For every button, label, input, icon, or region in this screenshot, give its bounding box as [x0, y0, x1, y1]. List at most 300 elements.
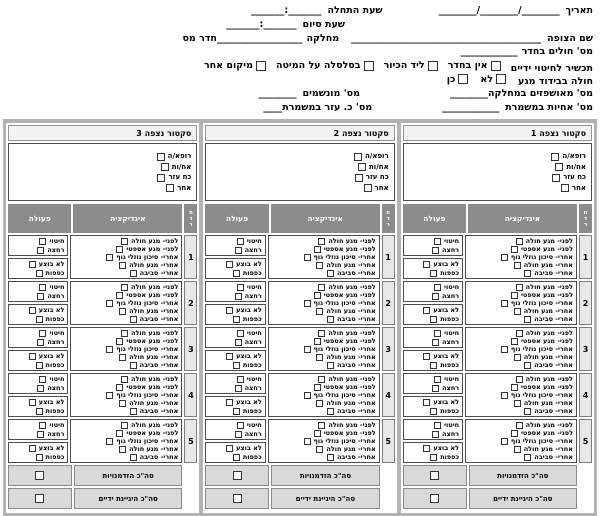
indication-label: לפני- מגע חולה — [328, 283, 376, 292]
profession-label: רופא/ה — [167, 152, 192, 161]
indication-checkbox[interactable] — [511, 246, 518, 253]
header-line-sanitizer — [7, 60, 593, 74]
observer-name-label: שם הצופה — [547, 32, 593, 44]
indication-label: לפני- מגע חולה — [525, 237, 573, 246]
indication-checkbox[interactable] — [121, 284, 128, 291]
action-option — [407, 269, 459, 278]
room-header-char: ד — [386, 215, 390, 222]
indication-checkbox[interactable] — [524, 362, 531, 369]
indication-checkbox[interactable] — [524, 316, 531, 323]
indication-checkbox[interactable] — [514, 262, 521, 269]
action-checkbox[interactable] — [233, 408, 240, 415]
action-checkbox[interactable] — [233, 270, 240, 277]
action-checkbox[interactable] — [37, 339, 44, 346]
action-primary-box — [8, 373, 68, 394]
action-checkbox[interactable] — [36, 270, 43, 277]
profession-checkbox[interactable] — [157, 153, 165, 161]
action-checkbox[interactable] — [36, 362, 43, 369]
action-checkbox[interactable] — [226, 307, 233, 314]
indication-checkbox[interactable] — [524, 270, 531, 277]
action-option — [209, 421, 261, 430]
indication-label: לפני- מגע אספטי — [323, 383, 376, 392]
indication-checkbox[interactable] — [106, 346, 113, 353]
indication-label: אחרי- סביבה — [336, 269, 376, 278]
room-column-header — [184, 204, 197, 233]
action-checkbox[interactable] — [233, 362, 240, 369]
indication-cell — [70, 419, 182, 463]
room-number-cell: 1 — [382, 235, 395, 279]
indication-label: אחרי- סביבה — [336, 407, 376, 416]
action-option — [209, 315, 261, 324]
indication-label: אחרי- מגע חולה — [523, 307, 573, 316]
profession-checkbox[interactable] — [161, 163, 169, 171]
summary-label: סה"כ הזדמנויות — [469, 465, 577, 486]
indication-checkbox[interactable] — [130, 454, 137, 461]
action-checkbox[interactable] — [237, 422, 244, 429]
action-checkbox[interactable] — [237, 376, 244, 383]
indication-checkbox[interactable] — [130, 316, 137, 323]
profession-checkbox[interactable] — [364, 184, 372, 192]
indication-checkbox[interactable] — [501, 392, 508, 399]
action-option — [407, 329, 459, 338]
indication-label: לפני- מגע חולה — [131, 375, 179, 384]
indication-checkbox[interactable] — [516, 422, 523, 429]
patients-in-room-field[interactable]: ____________ — [460, 46, 518, 58]
action-option — [12, 453, 64, 462]
summary-checkbox[interactable] — [233, 494, 242, 503]
profession-checkbox[interactable] — [355, 174, 363, 182]
indication-checkbox[interactable] — [514, 446, 521, 453]
action-option — [407, 430, 459, 439]
action-checkbox[interactable] — [237, 330, 244, 337]
indication-checkbox[interactable] — [511, 430, 518, 437]
indication-label: אחרי- מגע חולה — [326, 261, 376, 270]
action-checkbox[interactable] — [233, 316, 240, 323]
indication-checkbox[interactable] — [121, 422, 128, 429]
indication-checkbox[interactable] — [314, 246, 321, 253]
action-label: לא בוצע — [236, 306, 262, 315]
indication-label: לפני- מגע חולה — [525, 329, 573, 338]
indication-checkbox[interactable] — [304, 254, 311, 261]
action-checkbox[interactable] — [39, 330, 46, 337]
action-option — [209, 407, 261, 416]
action-option — [12, 375, 64, 384]
indication-checkbox[interactable] — [121, 376, 128, 383]
indication-cell — [465, 281, 577, 325]
indication-checkbox[interactable] — [327, 408, 334, 415]
indication-label: אחרי- סיכון נוזלי גוף — [510, 299, 573, 308]
action-secondary-box — [8, 396, 68, 417]
action-primary-box — [8, 281, 68, 302]
indication-checkbox[interactable] — [327, 454, 334, 461]
sanitizer-option-checkbox[interactable] — [491, 61, 501, 71]
action-checkbox[interactable] — [430, 316, 437, 323]
profession-checkbox[interactable] — [166, 184, 174, 192]
indication-checkbox[interactable] — [524, 454, 531, 461]
action-checkbox[interactable] — [432, 339, 439, 346]
action-primary-box — [205, 281, 265, 302]
indication-label: לפני- מגע אספטי — [126, 337, 179, 346]
indication-checkbox[interactable] — [304, 438, 311, 445]
indication-checkbox[interactable] — [304, 346, 311, 353]
summary-checkbox[interactable] — [233, 471, 242, 480]
aides-on-shift-label: מס' כ. עזר במשמרת — [282, 101, 373, 113]
sanitizer-option-checkbox[interactable] — [256, 61, 266, 71]
indication-label: לפני- מגע אספטי — [126, 383, 179, 392]
observation-row — [403, 235, 592, 279]
action-label: לא בוצע — [38, 444, 65, 453]
indication-checkbox[interactable] — [516, 284, 523, 291]
isolation-no-checkbox[interactable] — [496, 74, 506, 84]
indication-checkbox[interactable] — [116, 292, 123, 299]
indication-cell — [465, 373, 577, 417]
indication-checkbox[interactable] — [316, 262, 323, 269]
indication-column-header: אינדיקציה — [271, 204, 380, 233]
admitted-count-field[interactable]: ________ — [449, 87, 488, 99]
action-option — [12, 306, 64, 315]
action-label: כפפות — [45, 452, 65, 461]
isolation-option-no — [480, 74, 506, 85]
action-option — [12, 283, 64, 292]
profession-label: אח/ות — [369, 162, 389, 171]
indication-label: אחרי- סיכון נוזלי גוף — [116, 253, 179, 262]
indication-checkbox[interactable] — [116, 338, 123, 345]
action-checkbox[interactable] — [39, 284, 46, 291]
indication-checkbox[interactable] — [511, 338, 518, 345]
indication-checkbox[interactable] — [318, 422, 325, 429]
action-label: לא בוצע — [433, 444, 460, 453]
action-label: חיטוי — [49, 329, 65, 338]
action-label: רחצה — [442, 245, 460, 254]
indication-checkbox[interactable] — [316, 446, 323, 453]
action-checkbox[interactable] — [434, 330, 441, 337]
profession-checkbox[interactable] — [354, 153, 362, 161]
action-checkbox[interactable] — [423, 261, 430, 268]
indication-checkbox[interactable] — [516, 330, 523, 337]
room-number-cell: 1 — [184, 235, 197, 279]
action-checkbox[interactable] — [29, 307, 36, 314]
action-checkbox[interactable] — [29, 399, 36, 406]
action-option — [407, 361, 459, 370]
profession-checkbox[interactable] — [551, 153, 559, 161]
action-checkbox[interactable] — [37, 293, 44, 300]
date-field[interactable]: ________/________/________ — [438, 5, 560, 16]
action-secondary-box — [403, 350, 463, 371]
profession-option — [211, 151, 388, 162]
action-checkbox[interactable] — [233, 454, 240, 461]
indication-checkbox[interactable] — [316, 354, 323, 361]
summary-spacer — [579, 465, 592, 486]
action-label: רחצה — [47, 245, 65, 254]
indication-checkbox[interactable] — [316, 400, 323, 407]
indication-checkbox[interactable] — [106, 438, 113, 445]
indication-checkbox[interactable] — [121, 238, 128, 245]
indication-label: לפני- מגע חולה — [525, 421, 573, 430]
action-checkbox[interactable] — [430, 454, 437, 461]
isolation-yes-label: כן — [446, 73, 456, 85]
action-checkbox[interactable] — [432, 247, 439, 254]
indication-checkbox[interactable] — [116, 246, 123, 253]
action-label: רחצה — [244, 337, 262, 346]
indication-option — [272, 453, 376, 461]
action-option — [12, 407, 64, 416]
profession-label: כח עזר — [365, 173, 389, 182]
observation-row — [403, 281, 592, 325]
indication-label: אחרי- סביבה — [139, 269, 179, 278]
action-checkbox[interactable] — [37, 385, 44, 392]
action-option — [407, 237, 459, 246]
action-checkbox[interactable] — [432, 431, 439, 438]
action-checkbox[interactable] — [226, 445, 233, 452]
action-option — [12, 246, 64, 255]
action-checkbox[interactable] — [430, 408, 437, 415]
observation-row — [403, 327, 592, 371]
indication-option — [272, 361, 376, 369]
indication-checkbox[interactable] — [501, 438, 508, 445]
action-label: לא בוצע — [433, 398, 460, 407]
indication-checkbox[interactable] — [116, 430, 123, 437]
indication-label: אחרי- סביבה — [534, 361, 573, 370]
action-option — [209, 329, 261, 338]
indication-option — [469, 361, 573, 369]
action-checkbox[interactable] — [430, 362, 437, 369]
room-number-cell: 1 — [579, 235, 592, 279]
room-number-label: חדר מס — [182, 32, 217, 44]
action-label: חיטוי — [444, 375, 460, 384]
indication-checkbox[interactable] — [516, 376, 523, 383]
nurses-on-shift-field[interactable]: ____________ — [442, 101, 500, 113]
indication-checkbox[interactable] — [116, 384, 123, 391]
indication-checkbox[interactable] — [316, 308, 323, 315]
action-label: לא בוצע — [236, 398, 262, 407]
action-label: כפפות — [242, 360, 262, 369]
indication-checkbox[interactable] — [314, 430, 321, 437]
indication-label: אחרי- מגע חולה — [523, 261, 573, 270]
action-label: לא בוצע — [38, 306, 65, 315]
action-checkbox[interactable] — [430, 270, 437, 277]
indication-checkbox[interactable] — [501, 346, 508, 353]
isolation-yes-checkbox[interactable] — [458, 74, 468, 84]
action-checkbox[interactable] — [37, 431, 44, 438]
action-checkbox[interactable] — [235, 247, 242, 254]
indication-column-header: אינדיקציה — [73, 204, 182, 233]
summary-checkbox[interactable] — [35, 471, 44, 480]
action-option — [12, 237, 64, 246]
indication-checkbox[interactable] — [106, 392, 113, 399]
indication-checkbox[interactable] — [119, 400, 126, 407]
indication-checkbox[interactable] — [119, 262, 126, 269]
sanitizer-option-checkbox[interactable] — [428, 61, 438, 71]
observer-name-field[interactable]: ________________________________________ — [351, 32, 542, 44]
action-cell — [403, 419, 463, 463]
indication-label: אחרי- מגע חולה — [523, 353, 573, 362]
action-checkbox[interactable] — [39, 376, 46, 383]
indication-checkbox[interactable] — [501, 254, 508, 261]
indication-checkbox[interactable] — [314, 292, 321, 299]
action-option — [407, 306, 459, 315]
action-secondary-box — [205, 396, 265, 417]
indication-label: לפני- מגע חולה — [131, 237, 179, 246]
ventilated-count-field[interactable]: ________ — [258, 87, 297, 99]
action-option — [407, 407, 459, 416]
action-primary-box — [205, 327, 265, 348]
indication-label: אחרי- סיכון נוזלי גוף — [313, 391, 376, 400]
action-checkbox[interactable] — [235, 339, 242, 346]
action-checkbox[interactable] — [432, 293, 439, 300]
action-checkbox[interactable] — [235, 431, 242, 438]
action-checkbox[interactable] — [36, 316, 43, 323]
action-checkbox[interactable] — [29, 261, 36, 268]
profession-checkbox[interactable] — [555, 163, 563, 171]
department-label: מחלקה — [306, 32, 340, 44]
room-header-char: ח — [188, 209, 193, 216]
action-cell — [205, 235, 265, 279]
room-column-header — [382, 204, 395, 233]
action-secondary-box — [205, 304, 265, 325]
action-checkbox[interactable] — [434, 422, 441, 429]
indication-checkbox[interactable] — [511, 292, 518, 299]
action-checkbox[interactable] — [434, 376, 441, 383]
indication-checkbox[interactable] — [318, 238, 325, 245]
indication-checkbox[interactable] — [516, 238, 523, 245]
indication-checkbox[interactable] — [514, 400, 521, 407]
summary-value-cell — [205, 465, 269, 486]
action-secondary-box — [8, 258, 68, 279]
summary-checkbox[interactable] — [35, 494, 44, 503]
action-option — [12, 352, 64, 361]
action-checkbox[interactable] — [237, 284, 244, 291]
indication-checkbox[interactable] — [327, 316, 334, 323]
isolation-no-label: לא — [480, 73, 494, 85]
action-cell — [403, 281, 463, 325]
indication-option — [74, 269, 178, 277]
indication-checkbox[interactable] — [314, 338, 321, 345]
action-cell — [8, 281, 68, 325]
sanitizer-option — [276, 60, 374, 71]
profession-checkbox[interactable] — [561, 184, 569, 192]
indication-checkbox[interactable] — [314, 384, 321, 391]
action-checkbox[interactable] — [434, 238, 441, 245]
indication-checkbox[interactable] — [524, 408, 531, 415]
indication-checkbox[interactable] — [318, 284, 325, 291]
action-label: רחצה — [442, 383, 460, 392]
action-checkbox[interactable] — [235, 385, 242, 392]
indication-checkbox[interactable] — [318, 376, 325, 383]
room-column-header — [579, 204, 592, 233]
indication-label: לפני- מגע חולה — [328, 329, 376, 338]
indication-checkbox[interactable] — [106, 300, 113, 307]
action-primary-box — [8, 235, 68, 256]
indication-checkbox[interactable] — [130, 408, 137, 415]
indication-checkbox[interactable] — [121, 330, 128, 337]
indication-checkbox[interactable] — [501, 300, 508, 307]
indication-checkbox[interactable] — [514, 354, 521, 361]
action-option — [12, 444, 64, 453]
indication-checkbox[interactable] — [327, 362, 334, 369]
indication-checkbox[interactable] — [119, 354, 126, 361]
indication-checkbox[interactable] — [511, 384, 518, 391]
profession-label: רופא/ה — [364, 152, 389, 161]
indication-checkbox[interactable] — [130, 270, 137, 277]
action-checkbox[interactable] — [39, 422, 46, 429]
aides-on-shift-field[interactable]: ____ — [263, 101, 283, 113]
sanitizer-option-label: בסלסלה על המיטה — [275, 60, 361, 72]
action-checkbox[interactable] — [37, 247, 44, 254]
action-checkbox[interactable] — [36, 454, 43, 461]
action-checkbox[interactable] — [432, 385, 439, 392]
profession-checkbox[interactable] — [552, 174, 560, 182]
indication-checkbox[interactable] — [514, 308, 521, 315]
indication-checkbox[interactable] — [106, 254, 113, 261]
room-number-cell: 5 — [382, 419, 395, 463]
room-number-cell: 3 — [382, 327, 395, 371]
start-time-field[interactable]: _______:_______ — [251, 5, 322, 16]
action-checkbox[interactable] — [29, 445, 36, 452]
indication-checkbox[interactable] — [327, 270, 334, 277]
action-checkbox[interactable] — [226, 353, 233, 360]
end-time-field[interactable]: _______:_______ — [226, 18, 297, 30]
summary-row — [8, 488, 197, 509]
action-checkbox[interactable] — [423, 445, 430, 452]
action-checkbox[interactable] — [226, 261, 233, 268]
indication-label: אחרי- מגע חולה — [129, 307, 179, 316]
action-label: חיטוי — [246, 375, 262, 384]
room-header-char: ד — [583, 215, 588, 222]
room-header-char: ר — [583, 221, 588, 228]
indication-checkbox[interactable] — [130, 362, 137, 369]
sanitizer-option-checkbox[interactable] — [364, 61, 374, 71]
isolation-option-yes — [447, 74, 469, 85]
summary-value-cell — [403, 465, 467, 486]
indication-checkbox[interactable] — [304, 300, 311, 307]
profession-checkbox[interactable] — [157, 174, 165, 182]
action-option — [407, 384, 459, 393]
action-checkbox[interactable] — [423, 399, 430, 406]
indication-cell — [268, 419, 380, 463]
room-header-char: ח — [583, 209, 588, 216]
action-checkbox[interactable] — [235, 293, 242, 300]
action-cell — [205, 373, 265, 417]
indication-label: אחרי- מגע חולה — [129, 261, 179, 270]
profession-option — [14, 172, 191, 183]
action-label: כפפות — [242, 406, 262, 415]
profession-checkbox[interactable] — [358, 163, 366, 171]
action-checkbox[interactable] — [423, 307, 430, 314]
summary-checkbox[interactable] — [430, 494, 439, 503]
indication-label: לפני- מגע חולה — [328, 375, 376, 384]
indication-label: אחרי- סיכון נוזלי גוף — [313, 253, 376, 262]
action-column-header: פעולה — [205, 204, 268, 233]
action-checkbox[interactable] — [39, 238, 46, 245]
action-label: כפפות — [440, 360, 460, 369]
department-field[interactable]: __________________ — [216, 32, 303, 44]
action-label: כפפות — [45, 268, 65, 277]
action-label: כפפות — [440, 314, 460, 323]
indication-checkbox[interactable] — [119, 308, 126, 315]
action-option — [209, 453, 261, 462]
action-checkbox[interactable] — [237, 238, 244, 245]
indication-checkbox[interactable] — [304, 392, 311, 399]
indication-checkbox[interactable] — [119, 446, 126, 453]
action-secondary-box — [205, 442, 265, 463]
action-checkbox[interactable] — [29, 353, 36, 360]
action-checkbox[interactable] — [423, 353, 430, 360]
action-checkbox[interactable] — [226, 399, 233, 406]
action-checkbox[interactable] — [36, 408, 43, 415]
indication-checkbox[interactable] — [318, 330, 325, 337]
action-checkbox[interactable] — [434, 284, 441, 291]
summary-checkbox[interactable] — [430, 471, 439, 480]
